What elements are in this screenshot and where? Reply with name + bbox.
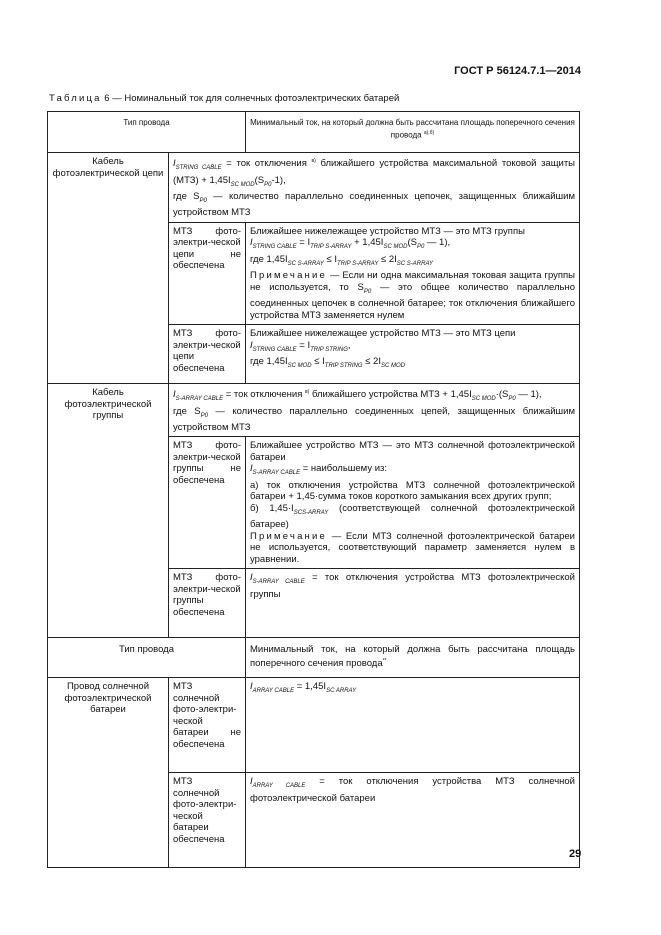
cell-group-cable-type: Кабель фотоэлектрической группы xyxy=(48,384,169,638)
cell-condition: МТЗ фото-электри-ческой цепи не обеспечена xyxy=(169,222,246,324)
table-caption xyxy=(49,93,399,104)
subheader-wire-type: Тип провода xyxy=(48,638,246,678)
cell-string-cable-type: Кабель фотоэлектрической цепи xyxy=(48,153,169,384)
cell-requirement: Ближайшее нижележащее устройство МТЗ — это МТЗ цепи $I_{STRING CABLE} = I_{TRIP STRING}$, где $1,45I_{SC MOD} \le I_{TRIP STRING} \le 2I_{SC MOD}$ xyxy=(246,325,580,384)
cell-condition: МТЗ солнечной фото-электри-ческой батареи обеспечена xyxy=(169,773,246,868)
header-note-ref: a),б) xyxy=(423,130,435,136)
cell-requirement: $I_{ARRAY CABLE}$ = ток отключения устройства МТЗ солнечной фотоэлектрической батареи xyxy=(246,773,580,868)
table-caption-text: 6 — Номинальный ток для солнечных фотоэлектрических батарей xyxy=(101,93,400,104)
table-subheader-row xyxy=(48,638,580,678)
subheader-min-current: Минимальный ток, на который должна быть рассчитана площадь поперечного сечения провода** xyxy=(246,638,580,678)
cell-requirement: Ближайшее нижележащее устройство МТЗ — это МТЗ группы $I_{STRING CABLE} = I_{TRIP S-ARRAY} + 1,45I_{SC MOD}(S_{P0}$ — 1), где $1,45I_{SC S-ARRAY} \le I_{TRIP S-ARRAY} \le 2I_{SC S-ARRAY}$ Примечание — Если ни одна максимальная токовая защита группы не используется, то $S_{P0}$ — это общее количество параллельно соединенных цепочек в солнечной батарее; ток отключения ближайшего устройства МТЗ заменяется нулем xyxy=(246,222,580,324)
cell-requirement: $I_{ARRAY CABLE} = 1,45I_{SC ARRAY}$ xyxy=(246,678,580,773)
nominal-current-table xyxy=(47,111,580,868)
table-row xyxy=(48,384,580,437)
header-min-current xyxy=(246,112,580,153)
table-header-row xyxy=(48,112,580,153)
cell-array-cable-type: Провод солнечной фотоэлектрической батареи xyxy=(48,678,169,868)
header-min-current-text: Минимальный ток, на который должна быть рассчитана площадь поперечного сечения провода xyxy=(250,118,575,140)
header-wire-type: Тип провода xyxy=(48,112,246,153)
page-number: 29 xyxy=(569,848,582,860)
cell-requirement: Ближайшее устройство МТЗ — это МТЗ солнечной фотоэлектрической батареи $I_{S-ARRAY CABLE}$ = наибольшему из: а) ток отключения устройства МТЗ солнечной фотоэлектрической батареи + 1,45·сумма токов короткого замыкания всех других групп; б) $1,45\cdot I_{SCS-ARRAY}$ (соответствующей солнечной фотоэлектрической батарее) Примечание — Если МТЗ солнечной фотоэлектрической батареи не используется, соответствующий параметр заменяется нулем в уравнении. xyxy=(246,437,580,569)
cell-group-cable-formula: $I_{S-ARRAY CABLE}$ = ток отключения $^{в)}$ ближайшего устройства МТЗ + $1,45I_{SC MOD}\cdot(S_{P0}$ — 1), где $S_{P0}$ — количество параллельно соединенных цепей, защищенных ближайшим устройством МТЗ xyxy=(169,384,580,437)
cell-condition: МТЗ фото-электри-ческой цепи обеспечена xyxy=(169,325,246,384)
cell-requirement: $I_{S-ARRAY CABLE}$ = ток отключения устройства МТЗ фотоэлектрической группы xyxy=(246,569,580,638)
table-row xyxy=(48,678,580,773)
cell-condition: МТЗ солнечной фото-электри-ческой батареи не обеспечена xyxy=(169,678,246,773)
document-standard-number: ГОСТ Р 56124.7.1—2014 xyxy=(454,65,581,77)
table-caption-prefix: Таблица xyxy=(49,93,102,104)
cell-condition: МТЗ фото-электри-ческой группы обеспечена xyxy=(169,569,246,638)
table-row xyxy=(48,153,580,223)
cell-condition: МТЗ фото-электри-ческой группы не обеспечена xyxy=(169,437,246,569)
cell-string-cable-formula: $I_{STRING CABLE}$ = ток отключения $^{в)}$ ближайшего устройства максимальной токовой защиты $(МТЗ) + 1,45I_{SC MOD}(S_{P0}-1)$, где $S_{P0}$ — количество параллельно соединенных цепочек, защищенных ближайшим устройством МТЗ xyxy=(169,153,580,223)
